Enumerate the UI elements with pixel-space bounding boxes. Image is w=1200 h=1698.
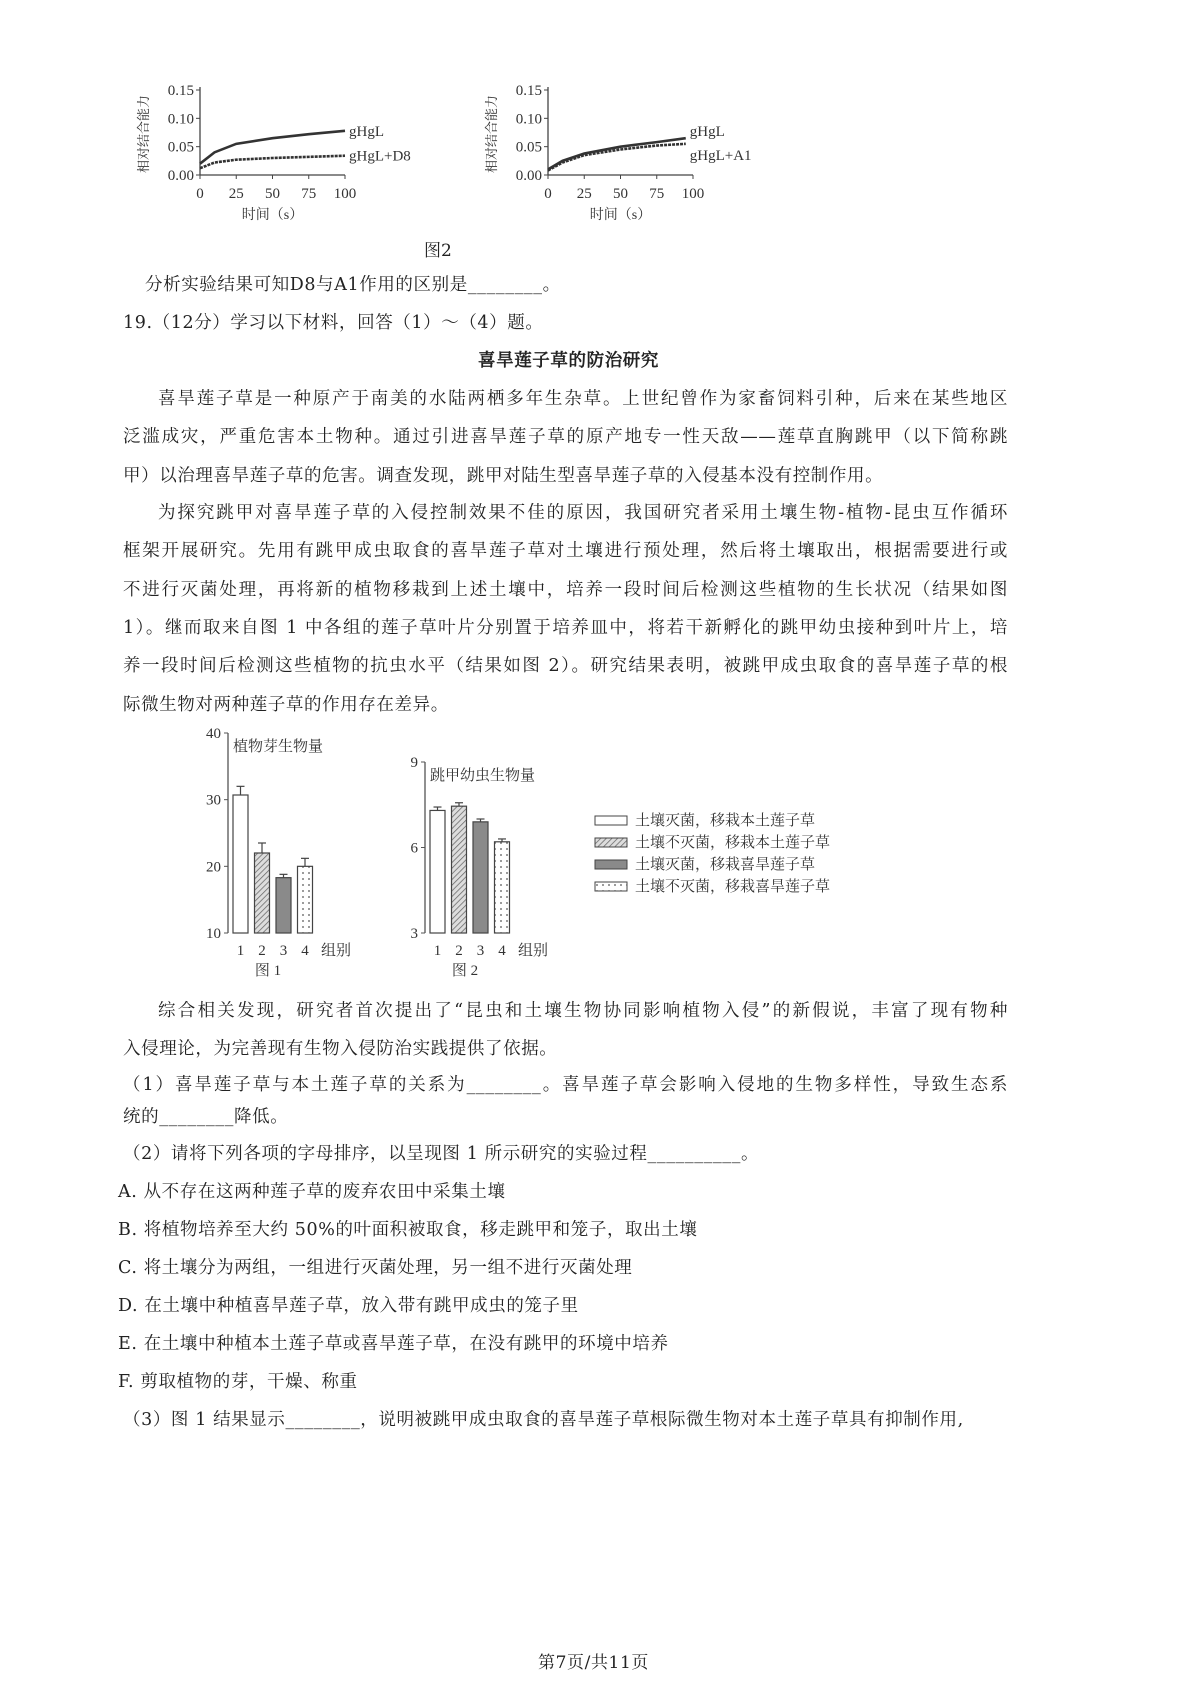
x-tick-label: 2 <box>455 943 463 959</box>
bar-1 <box>430 810 445 933</box>
article-paragraph-2-line: 不进行灭菌处理，再将新的植物移栽到上述土壤中，培养一段时间后检测这些植物的生长状况（结果如图 <box>123 579 1008 600</box>
x-tick-label: 75 <box>649 186 665 202</box>
x-tick-label: 3 <box>476 943 485 959</box>
option-d: D. 在土壤中种植喜旱莲子草，放入带有跳甲成虫的笼子里 <box>118 1296 579 1316</box>
figure-2-caption: 图2 <box>424 241 452 261</box>
article-paragraph-2-line: 1）。继而取来自图 1 中各组的莲子草叶片分别置于培养皿中，将若干新孵化的跳甲幼虫接种到叶片上，培 <box>123 617 1008 638</box>
x-tick-label: 0 <box>196 186 204 202</box>
y-tick-label: 6 <box>410 840 418 857</box>
y-tick-label: 9 <box>410 755 418 771</box>
y-tick-label: 3 <box>410 926 418 942</box>
y-tick-label: 0.05 <box>167 139 194 156</box>
x-tick-label: 1 <box>236 943 245 959</box>
chart-title: 植物芽生物量 <box>233 739 324 755</box>
y-tick-label: 10 <box>206 926 221 942</box>
article-paragraph-3-line: 综合相关发现，研究者首次提出了“昆虫和土壤生物协同影响植物入侵”的新假说，丰富了现有物种 <box>158 1001 1008 1021</box>
x-tick-label: 75 <box>301 186 317 202</box>
bar-chart-2 <box>411 755 549 979</box>
legend-swatch-1 <box>595 816 627 825</box>
y-axis-label: 相对结合能力 <box>484 94 499 173</box>
x-axis-label: 时间（s） <box>589 208 652 223</box>
bar-3 <box>276 878 291 933</box>
page-footer: 第7页/共11页 <box>538 1653 649 1673</box>
line-chart-2 <box>484 83 752 223</box>
figure-caption: 图 1 <box>254 963 282 979</box>
series-label: gHgL+D8 <box>349 148 411 165</box>
x-tick-label: 2 <box>258 943 266 959</box>
bar-4 <box>298 866 313 933</box>
y-tick-label: 40 <box>206 726 221 742</box>
article-paragraph-2-line: 为探究跳甲对喜旱莲子草的入侵控制效果不佳的原因，我国研究者采用土壤生物-植物-昆虫互作循环 <box>158 503 1008 523</box>
bar-4 <box>495 842 510 933</box>
bar-2 <box>452 806 467 933</box>
line-chart-1 <box>136 83 411 223</box>
series-label: gHgL+A1 <box>689 147 752 164</box>
option-f: F. 剪取植物的芽，干燥、称重 <box>118 1372 358 1392</box>
y-tick-label: 0.00 <box>515 168 542 184</box>
x-tick-label: 25 <box>576 186 592 202</box>
article-paragraph-1-line: 喜旱莲子草是一种原产于南美的水陆两栖多年生杂草。上世纪曾作为家畜饲料引种，后来在某些地区 <box>158 389 1008 409</box>
x-tick-label: 4 <box>498 943 506 959</box>
series-label: gHgL <box>689 124 725 141</box>
article-paragraph-2-line: 框架开展研究。先用有跳甲成虫取食的喜旱莲子草对土壤进行预处理，然后将土壤取出，根据需要进行或 <box>123 541 1008 562</box>
question-1-line: （1）喜旱莲子草与本土莲子草的关系为________。喜旱莲子草会影响入侵地的生物多样性，导致生态系 <box>123 1075 1008 1095</box>
x-tick-label: 50 <box>265 186 280 202</box>
bar-1 <box>233 795 248 933</box>
legend-label-2: 土壤不灭菌，移栽本土莲子草 <box>635 835 831 851</box>
x-tick-label: 50 <box>613 186 628 202</box>
x-tick-label: 4 <box>301 943 309 959</box>
x-tick-label: 3 <box>279 943 288 959</box>
y-axis-label: 相对结合能力 <box>136 94 151 173</box>
binding-ability-figure <box>0 0 1200 240</box>
x-axis-label: 组别 <box>518 943 549 959</box>
series-label: gHgL <box>349 123 384 140</box>
chart-title: 跳甲幼虫生物量 <box>430 768 536 784</box>
legend-swatch-2 <box>595 838 627 847</box>
x-tick-label: 1 <box>433 943 442 959</box>
y-tick-label: 0.15 <box>515 83 542 99</box>
series-line <box>200 156 345 168</box>
article-paragraph-3-line: 入侵理论，为完善现有生物入侵防治实践提供了依据。 <box>123 1039 558 1060</box>
article-paragraph-1-line: 泛滥成灾，严重危害本土物种。通过引进喜旱莲子草的原产地专一性天敌——莲草直胸跳甲（以下简称跳 <box>123 427 1008 448</box>
article-paragraph-2-line: 养一段时间后检测这些植物的抗虫水平（结果如图 2）。研究结果表明，被跳甲成虫取食的喜旱莲子草的根 <box>123 656 1008 677</box>
x-tick-label: 25 <box>228 186 244 202</box>
figure-caption: 图 2 <box>451 963 479 979</box>
question-2: （2）请将下列各项的字母排序，以呈现图 1 所示研究的实验过程__________。 <box>123 1144 760 1164</box>
article-paragraph-2-line: 际微生物对两种莲子草的作用存在差异。 <box>123 694 449 715</box>
option-e: E. 在土壤中种植本土莲子草或喜旱莲子草，在没有跳甲的环境中培养 <box>118 1334 669 1354</box>
legend-label-1: 土壤灭菌，移栽本土莲子草 <box>635 813 816 829</box>
article-paragraph-1-line: 甲）以治理喜旱莲子草的危害。调查发现，跳甲对陆生型喜旱莲子草的入侵基本没有控制作用。 <box>123 465 884 486</box>
bar-chart-1 <box>206 726 351 979</box>
bar-2 <box>255 853 270 933</box>
legend-swatch-3 <box>595 860 627 869</box>
x-axis-label: 组别 <box>321 943 352 959</box>
y-tick-label: 0.15 <box>167 83 194 99</box>
question-1-line: 统的________降低。 <box>123 1107 289 1127</box>
article-title: 喜旱莲子草的防治研究 <box>478 351 659 371</box>
bar-3 <box>473 822 488 933</box>
y-tick-label: 30 <box>206 792 221 809</box>
x-tick-label: 0 <box>544 186 552 202</box>
question-tail: 分析实验结果可知D8与A1作用的区别是________。 <box>145 275 561 295</box>
legend-label-4: 土壤不灭菌，移栽喜旱莲子草 <box>635 879 831 895</box>
x-axis-label: 时间（s） <box>241 208 304 223</box>
y-tick-label: 20 <box>206 859 221 876</box>
series-line <box>548 138 686 169</box>
question-19-header: 19.（12分）学习以下材料，回答（1）～（4）题。 <box>123 313 544 333</box>
x-tick-label: 100 <box>333 186 357 202</box>
option-a: A. 从不存在这两种莲子草的废弃农田中采集土壤 <box>118 1182 506 1202</box>
option-c: C. 将土壤分为两组，一组进行灭菌处理，另一组不进行灭菌处理 <box>118 1258 633 1278</box>
legend-swatch-4 <box>595 882 627 891</box>
y-tick-label: 0.00 <box>167 168 194 184</box>
y-tick-label: 0.10 <box>515 111 542 128</box>
x-tick-label: 100 <box>681 186 705 202</box>
option-b: B. 将植物培养至大约 50%的叶面积被取食，移走跳甲和笼子，取出土壤 <box>118 1220 698 1240</box>
y-tick-label: 0.05 <box>515 139 542 156</box>
question-3: （3）图 1 结果显示________，说明被跳甲成虫取食的喜旱莲子草根际微生物对本土莲子草具有抑制作用, <box>123 1410 964 1430</box>
legend-label-3: 土壤灭菌，移栽喜旱莲子草 <box>635 857 816 873</box>
y-tick-label: 0.10 <box>167 111 194 128</box>
bar-charts-figure <box>0 720 1200 980</box>
